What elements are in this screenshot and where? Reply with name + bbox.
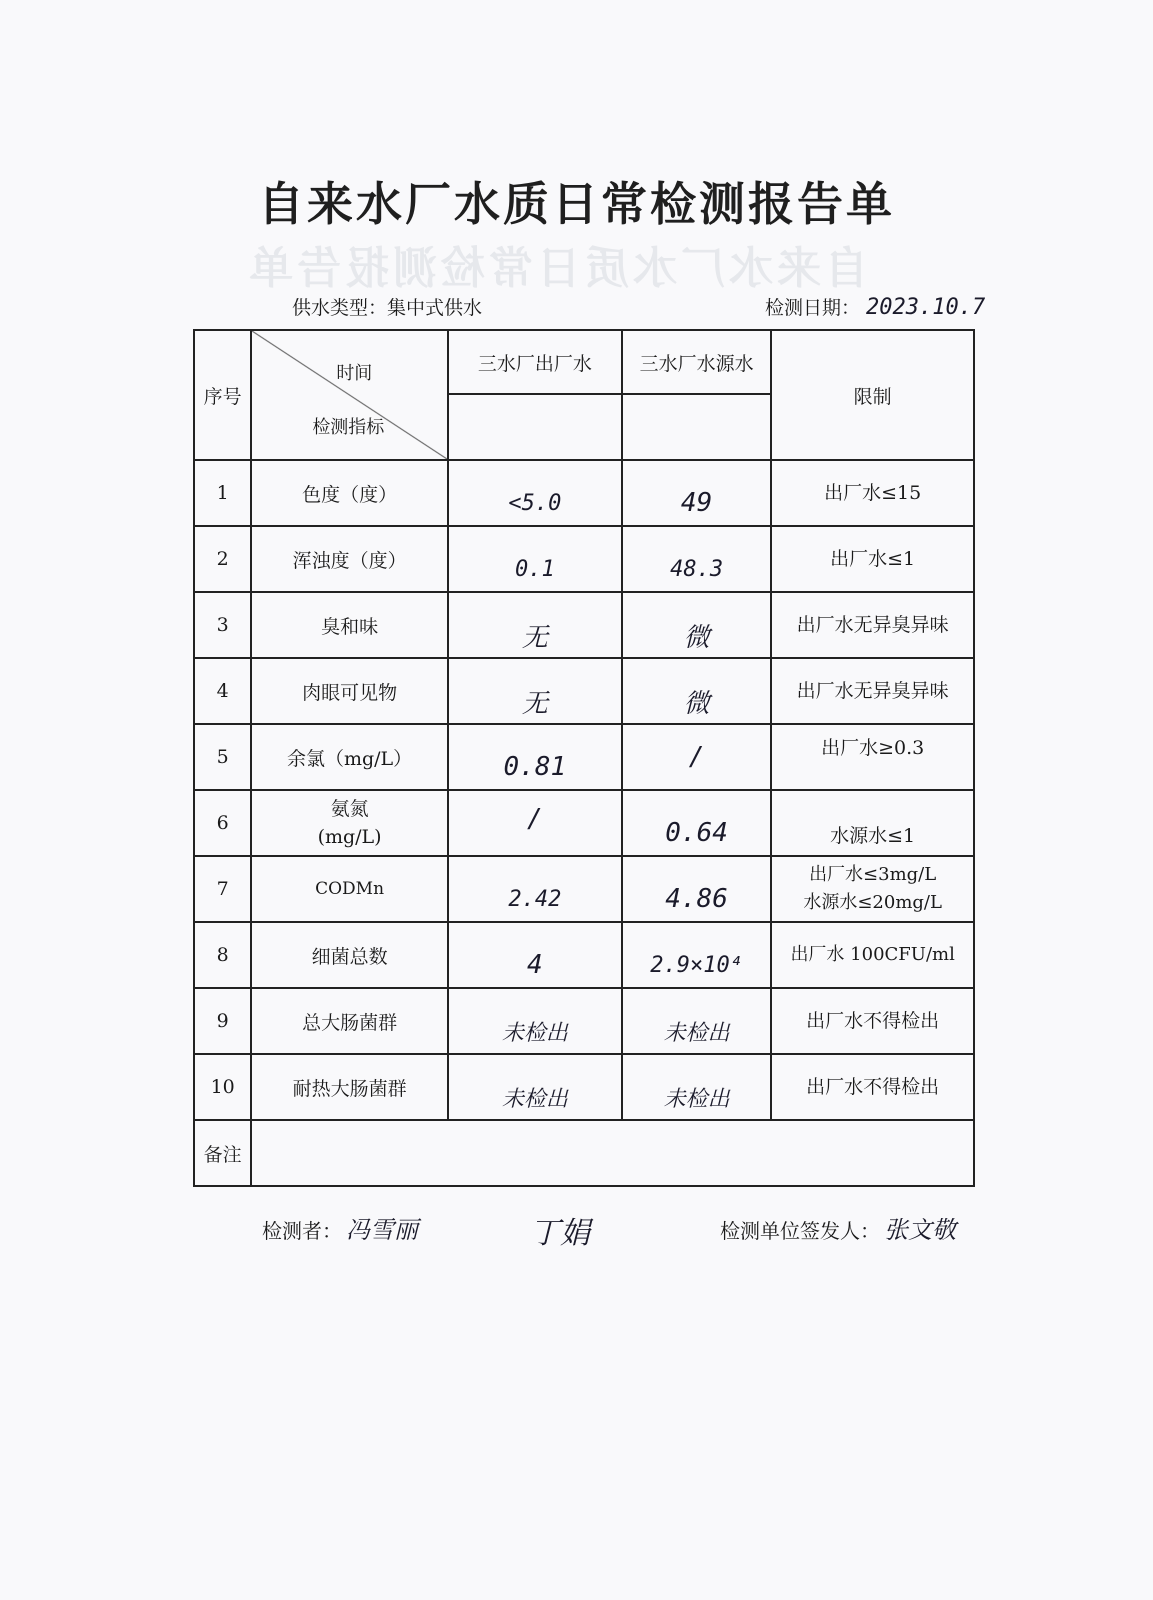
row-no: 10 bbox=[194, 1054, 251, 1120]
row-no: 1 bbox=[194, 460, 251, 526]
source-value: 4.86 bbox=[665, 884, 728, 914]
row-limit: 出厂水≥0.3 bbox=[771, 724, 974, 790]
row-limit: 出厂水不得检出 bbox=[771, 1054, 974, 1120]
table-row bbox=[194, 856, 974, 922]
tester-signature: 冯雪丽 bbox=[346, 1216, 418, 1244]
issuer-label: 检测单位签发人： bbox=[720, 1219, 880, 1243]
row-limit-line2: 水源水≤20mg/L bbox=[803, 892, 942, 913]
table-row bbox=[194, 790, 974, 856]
row-indicator bbox=[251, 790, 448, 856]
issuer-signature: 张文敬 bbox=[884, 1216, 956, 1244]
header-indicator: 检测指标 bbox=[312, 417, 385, 438]
row-no: 3 bbox=[194, 592, 251, 658]
tester-label: 检测者： bbox=[262, 1219, 342, 1243]
outlet-value: 2.42 bbox=[508, 886, 562, 912]
row-limit: 出厂水不得检出 bbox=[771, 988, 974, 1054]
issuer bbox=[720, 1210, 956, 1245]
row-limit: 出厂水≤15 bbox=[771, 460, 974, 526]
source-value: 未检出 bbox=[663, 1086, 730, 1112]
bleed-through-text: 自来水厂水质日常检测报告单 bbox=[245, 243, 869, 294]
row-limit: 出厂水无异臭异味 bbox=[771, 592, 974, 658]
row-limit: 出厂水≤1 bbox=[771, 526, 974, 592]
source-value: 微 bbox=[683, 688, 710, 719]
row-indicator: CODMn bbox=[251, 856, 448, 922]
row-no: 6 bbox=[194, 790, 251, 856]
table-row bbox=[194, 922, 974, 988]
row-limit: 出厂水无异臭异味 bbox=[771, 658, 974, 724]
row-no: 5 bbox=[194, 724, 251, 790]
row-no: 9 bbox=[194, 988, 251, 1054]
report-table bbox=[193, 329, 975, 1187]
header-limit: 限制 bbox=[771, 330, 974, 460]
row-limit: 水源水≤1 bbox=[771, 790, 974, 856]
date-label: 检测日期： bbox=[765, 297, 861, 319]
tester bbox=[262, 1210, 418, 1245]
table-row bbox=[194, 460, 974, 526]
header-seq: 序号 bbox=[194, 330, 251, 460]
outlet-value: 4 bbox=[527, 950, 543, 980]
table-row bbox=[194, 1054, 974, 1120]
source-value: 0.64 bbox=[665, 818, 728, 848]
source-value: 49 bbox=[680, 488, 713, 518]
row-indicator: 肉眼可见物 bbox=[251, 658, 448, 724]
header-col-source: 三水厂水源水 bbox=[622, 330, 771, 394]
row-indicator: 色度（度） bbox=[251, 460, 448, 526]
header-col-source-blank bbox=[622, 394, 771, 460]
tester-signature-2: 丁娟 bbox=[530, 1216, 590, 1251]
outlet-value: 无 bbox=[521, 688, 548, 719]
row-indicator-line1: 氨氮 bbox=[330, 798, 369, 820]
source-value: / bbox=[688, 742, 705, 772]
source-value: 未检出 bbox=[663, 1020, 730, 1046]
row-no: 8 bbox=[194, 922, 251, 988]
outlet-value: / bbox=[527, 804, 543, 834]
header-col-outlet: 三水厂出厂水 bbox=[448, 330, 622, 394]
inspection-date bbox=[765, 293, 985, 320]
header-diagonal-cell bbox=[251, 330, 448, 460]
supply-type: 供水类型：集中式供水 bbox=[292, 297, 483, 319]
row-limit: 出厂水 100CFU/ml bbox=[771, 922, 974, 988]
table-row bbox=[194, 526, 974, 592]
row-indicator: 余氯（mg/L） bbox=[251, 724, 448, 790]
table-row bbox=[194, 592, 974, 658]
source-value: 48.3 bbox=[670, 556, 724, 582]
source-value: 微 bbox=[683, 622, 710, 653]
header-col-outlet-blank bbox=[448, 394, 622, 460]
row-indicator: 耐热大肠菌群 bbox=[251, 1054, 448, 1120]
table-row bbox=[194, 988, 974, 1054]
header-time: 时间 bbox=[336, 363, 373, 384]
outlet-value: 0.1 bbox=[514, 556, 555, 582]
row-no: 4 bbox=[194, 658, 251, 724]
row-no: 2 bbox=[194, 526, 251, 592]
outlet-value: <5.0 bbox=[508, 490, 562, 516]
row-indicator-line2: (mg/L) bbox=[317, 826, 382, 848]
date-value: 2023.10.7 bbox=[866, 295, 986, 320]
outlet-value: 未检出 bbox=[501, 1086, 568, 1112]
table-row bbox=[194, 658, 974, 724]
outlet-value: 未检出 bbox=[501, 1020, 568, 1046]
source-value: 2.9×10⁴ bbox=[650, 952, 743, 978]
remarks-content bbox=[251, 1120, 974, 1186]
row-limit-line1: 出厂水≤3mg/L bbox=[809, 864, 937, 885]
report-title: 自来水厂水质日常检测报告单 bbox=[258, 177, 895, 231]
table-row bbox=[194, 724, 974, 790]
row-indicator: 浑浊度（度） bbox=[251, 526, 448, 592]
row-indicator: 总大肠菌群 bbox=[251, 988, 448, 1054]
outlet-value: 无 bbox=[521, 622, 548, 653]
row-no: 7 bbox=[194, 856, 251, 922]
row-limit bbox=[771, 856, 974, 922]
row-indicator: 细菌总数 bbox=[251, 922, 448, 988]
outlet-value: 0.81 bbox=[503, 752, 567, 782]
row-indicator: 臭和味 bbox=[251, 592, 448, 658]
remarks-label: 备注 bbox=[194, 1120, 251, 1186]
